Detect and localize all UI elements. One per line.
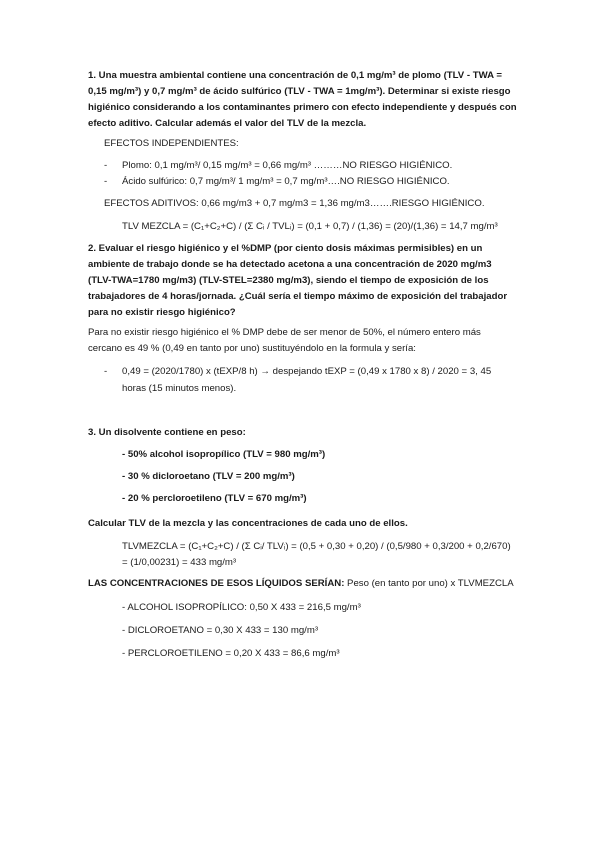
- bullet-dash: -: [104, 160, 108, 171]
- q2-title-line-1: 2. Evaluar el riesgo higiénico y el %DMP (por ciento dosis máximas permisibles) en un: [88, 243, 483, 254]
- result-dicloroetano: - DICLOROETANO = 0,30 X 433 = 130 mg/m³: [122, 625, 319, 636]
- q1-tlv-formula: TLV MEZCLA = (C₁+C₂+C) / (Σ Cᵢ / TVLᵢ) = (0,1 + 0,7) / (1,36) = (20)/(1,36) = 14,7 mg/m³: [122, 221, 498, 232]
- q2-calc-line-2: horas (15 minutos menos).: [122, 383, 237, 394]
- concentraciones-line: [88, 578, 514, 590]
- q2-title-line-4: trabajadores de 4 horas/jornada. ¿Cuál sería el tiempo máximo de exposición del trabajador: [88, 291, 508, 302]
- efectos-aditivos-line: EFECTOS ADITIVOS: 0,66 mg/m3 + 0,7 mg/m3 = 1,36 mg/m3…….RIESGO HIGIÉNICO.: [104, 198, 485, 209]
- q3-formula-line-2: = (1/0,00231) = 433 mg/m³: [122, 557, 237, 568]
- q2-calc-line-1: 0,49 = (2020/1780) x (tEXP/8 h) → despejando tEXP = (0,49 x 1780 x 8) / 2020 = 3, 45: [122, 366, 492, 377]
- plomo-item: Plomo: 0,1 mg/m³/ 0,15 mg/m³ = 0,66 mg/m³ ………NO RIESGO HIGIÉNICO.: [122, 160, 453, 171]
- bullet-dash: -: [104, 176, 108, 187]
- q2-title-line-3: (TLV-TWA=1780 mg/m3) (TLV-STEL=2380 mg/m3), siendo el tiempo de exposición de los: [88, 275, 489, 286]
- result-alcohol: - ALCOHOL ISOPROPÍLICO: 0,50 X 433 = 216,5 mg/m³: [122, 602, 361, 613]
- q2-body-line-1: Para no existir riesgo higiénico el % DMP debe de ser menor de 50%, el número entero más: [88, 327, 481, 338]
- concentraciones-formula: Peso (en tanto por uno) x TLVMEZCLA: [344, 578, 514, 589]
- efectos-independientes-heading: EFECTOS INDEPENDIENTES:: [104, 138, 239, 149]
- component-alcohol: - 50% alcohol isopropílico (TLV = 980 mg/m³): [122, 449, 326, 460]
- q1-title-line-1: 1. Una muestra ambiental contiene una concentración de 0,1 mg/m³ de plomo (TLV - TWA =: [88, 70, 502, 81]
- component-dicloroetano: - 30 % dicloroetano (TLV = 200 mg/m³): [122, 471, 295, 482]
- acido-sulfurico-item: Ácido sulfúrico: 0,7 mg/m³/ 1 mg/m³ = 0,7 mg/m³….NO RIESGO HIGIÉNICO.: [122, 176, 450, 187]
- q3-title: 3. Un disolvente contiene en peso:: [88, 427, 246, 438]
- concentraciones-heading: LAS CONCENTRACIONES DE ESOS LÍQUIDOS SERÍAN:: [88, 578, 345, 589]
- q1-title-line-3: higiénico considerando a los contaminantes primero con efecto independiente y después con: [88, 102, 517, 113]
- q3-calc-prompt: Calcular TLV de la mezcla y las concentraciones de cada uno de ellos.: [88, 518, 408, 529]
- component-percloroetileno: - 20 % percloroetileno (TLV = 670 mg/m³): [122, 493, 307, 504]
- q2-title-line-2: ambiente de trabajo donde se ha detectado acetona a una concentración de 2020 mg/m3: [88, 259, 492, 270]
- q3-formula-line-1: TLVMEZCLA = (C₁+C₂+C) / (Σ Cᵢ/ TLVᵢ) = (0,5 + 0,30 + 0,20) / (0,5/980 + 0,3/200 + 0,2/670): [122, 541, 511, 552]
- q2-title-line-5: para no existir riesgo higiénico?: [88, 307, 236, 318]
- q2-body-line-2: cercano es 49 % (0,49 en tanto por uno) sustituyéndolo en la formula y sería:: [88, 343, 416, 354]
- result-percloroetileno: - PERCLOROETILENO = 0,20 X 433 = 86,6 mg/m³: [122, 648, 340, 659]
- bullet-dash: -: [104, 366, 108, 377]
- q1-title-line-2: 0,15 mg/m³) y 0,7 mg/m³ de ácido sulfúrico (TLV - TWA = 1mg/m³). Determinar si existe riesgo: [88, 86, 511, 97]
- q1-title-line-4: efecto aditivo. Calcular además el valor del TLV de la mezcla.: [88, 118, 367, 129]
